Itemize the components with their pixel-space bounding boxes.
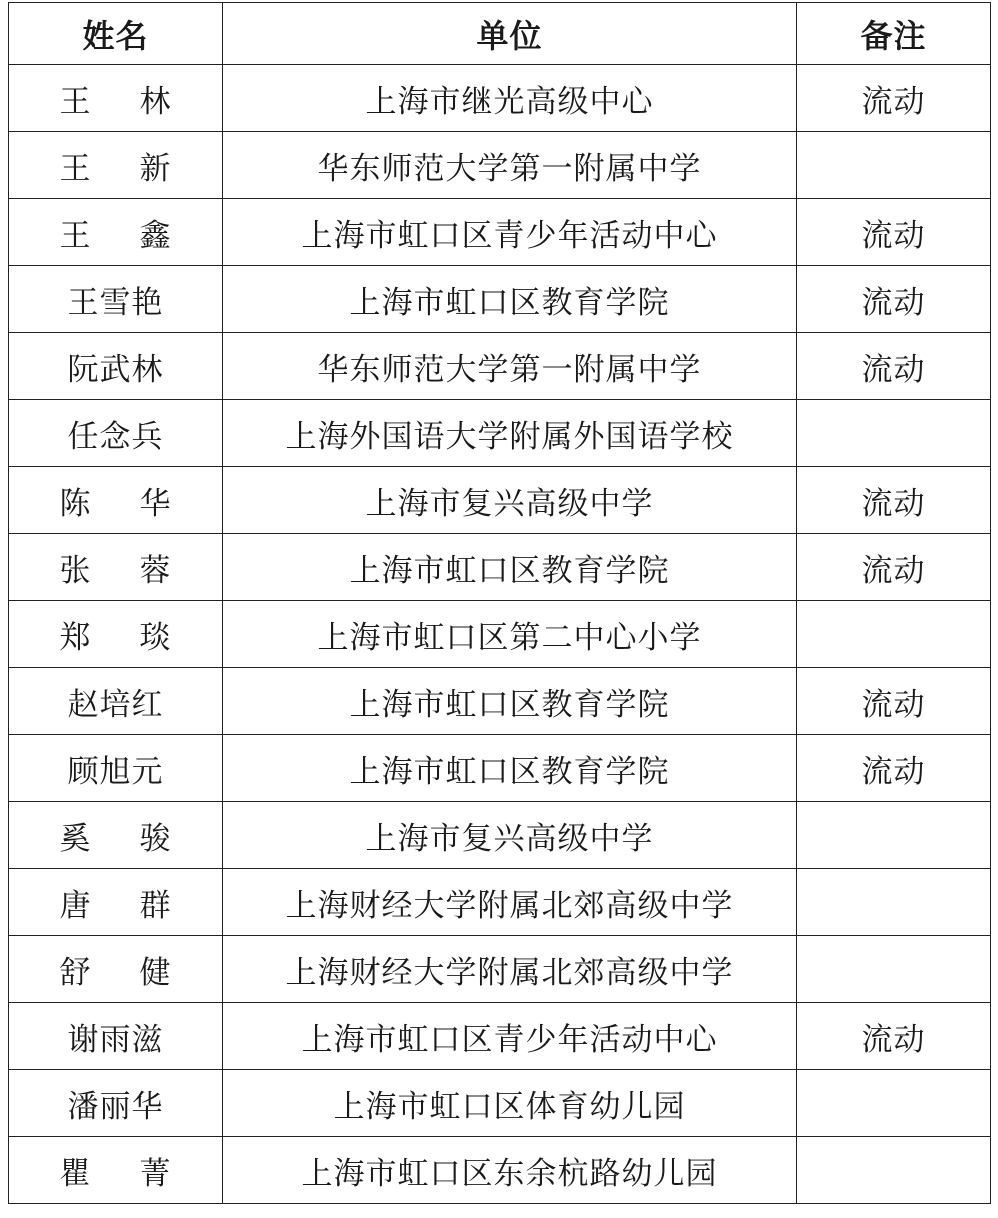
unit-cell: 上海市虹口区青少年活动中心	[223, 199, 797, 266]
table-row	[9, 735, 991, 802]
note-cell: 流动	[797, 1003, 991, 1070]
note-cell: 流动	[797, 668, 991, 735]
name-text: 郑 琰	[59, 619, 172, 656]
table-row	[9, 668, 991, 735]
unit-cell: 上海市复兴高级中学	[223, 802, 797, 869]
name-cell	[9, 132, 223, 199]
name-cell	[9, 668, 223, 735]
note-cell	[797, 1070, 991, 1137]
name-cell	[9, 735, 223, 802]
table-row	[9, 1137, 991, 1204]
name-text: 谢雨滋	[67, 1021, 164, 1058]
unit-cell: 上海市虹口区体育幼儿园	[223, 1070, 797, 1137]
table-row	[9, 467, 991, 534]
unit-cell: 上海市虹口区教育学院	[223, 735, 797, 802]
name-text: 王雪艳	[67, 284, 164, 321]
header-note: 备注	[797, 3, 991, 65]
unit-cell: 上海市虹口区东余杭路幼儿园	[223, 1137, 797, 1204]
name-cell	[9, 400, 223, 467]
table-row	[9, 936, 991, 1003]
name-text: 顾旭元	[67, 753, 164, 790]
name-cell	[9, 534, 223, 601]
header-name: 姓名	[9, 3, 223, 65]
name-text: 王 鑫	[59, 217, 172, 254]
name-cell	[9, 802, 223, 869]
unit-cell: 上海市虹口区教育学院	[223, 266, 797, 333]
table-row	[9, 266, 991, 333]
name-cell	[9, 1137, 223, 1204]
note-cell: 流动	[797, 333, 991, 400]
note-cell: 流动	[797, 467, 991, 534]
name-cell	[9, 1003, 223, 1070]
name-text: 王 新	[59, 150, 172, 187]
name-cell	[9, 936, 223, 1003]
unit-cell: 上海财经大学附属北郊高级中学	[223, 936, 797, 1003]
name-text: 陈 华	[59, 485, 172, 522]
table-row	[9, 1003, 991, 1070]
unit-cell: 上海市复兴高级中学	[223, 467, 797, 534]
note-cell	[797, 601, 991, 668]
table-row	[9, 400, 991, 467]
unit-cell: 上海市虹口区青少年活动中心	[223, 1003, 797, 1070]
name-cell	[9, 601, 223, 668]
name-text: 王 林	[59, 83, 172, 120]
note-cell	[797, 869, 991, 936]
header-unit: 单位	[223, 3, 797, 65]
unit-cell: 华东师范大学第一附属中学	[223, 333, 797, 400]
table-row	[9, 132, 991, 199]
unit-cell: 上海外国语大学附属外国语学校	[223, 400, 797, 467]
name-cell	[9, 266, 223, 333]
unit-cell: 华东师范大学第一附属中学	[223, 132, 797, 199]
table-row	[9, 534, 991, 601]
table-row	[9, 65, 991, 132]
name-text: 瞿 菁	[59, 1155, 172, 1192]
name-cell	[9, 869, 223, 936]
note-cell	[797, 132, 991, 199]
table-row	[9, 199, 991, 266]
header-row	[9, 3, 991, 65]
name-text: 潘丽华	[67, 1088, 164, 1125]
unit-cell: 上海市虹口区教育学院	[223, 534, 797, 601]
name-cell	[9, 333, 223, 400]
roster-table	[8, 2, 991, 1204]
unit-cell: 上海市继光高级中心	[223, 65, 797, 132]
note-cell	[797, 1137, 991, 1204]
name-cell	[9, 65, 223, 132]
name-text: 唐 群	[59, 887, 172, 924]
name-cell	[9, 1070, 223, 1137]
roster-sheet	[8, 2, 990, 1204]
table-row	[9, 601, 991, 668]
table-row	[9, 802, 991, 869]
name-text: 赵培红	[67, 686, 164, 723]
note-cell: 流动	[797, 266, 991, 333]
table-row	[9, 1070, 991, 1137]
name-text: 阮武林	[67, 351, 164, 388]
note-cell: 流动	[797, 199, 991, 266]
note-cell: 流动	[797, 534, 991, 601]
unit-cell: 上海市虹口区第二中心小学	[223, 601, 797, 668]
unit-cell: 上海市虹口区教育学院	[223, 668, 797, 735]
table-row	[9, 333, 991, 400]
note-cell: 流动	[797, 65, 991, 132]
unit-cell: 上海财经大学附属北郊高级中学	[223, 869, 797, 936]
note-cell	[797, 400, 991, 467]
name-text: 舒 健	[59, 954, 172, 991]
table-row	[9, 869, 991, 936]
note-cell	[797, 802, 991, 869]
name-text: 张 蓉	[59, 552, 172, 589]
name-cell	[9, 199, 223, 266]
roster-body	[9, 65, 991, 1204]
name-text: 奚 骏	[59, 820, 172, 857]
name-text: 任念兵	[67, 418, 164, 455]
note-cell: 流动	[797, 735, 991, 802]
name-cell	[9, 467, 223, 534]
note-cell	[797, 936, 991, 1003]
